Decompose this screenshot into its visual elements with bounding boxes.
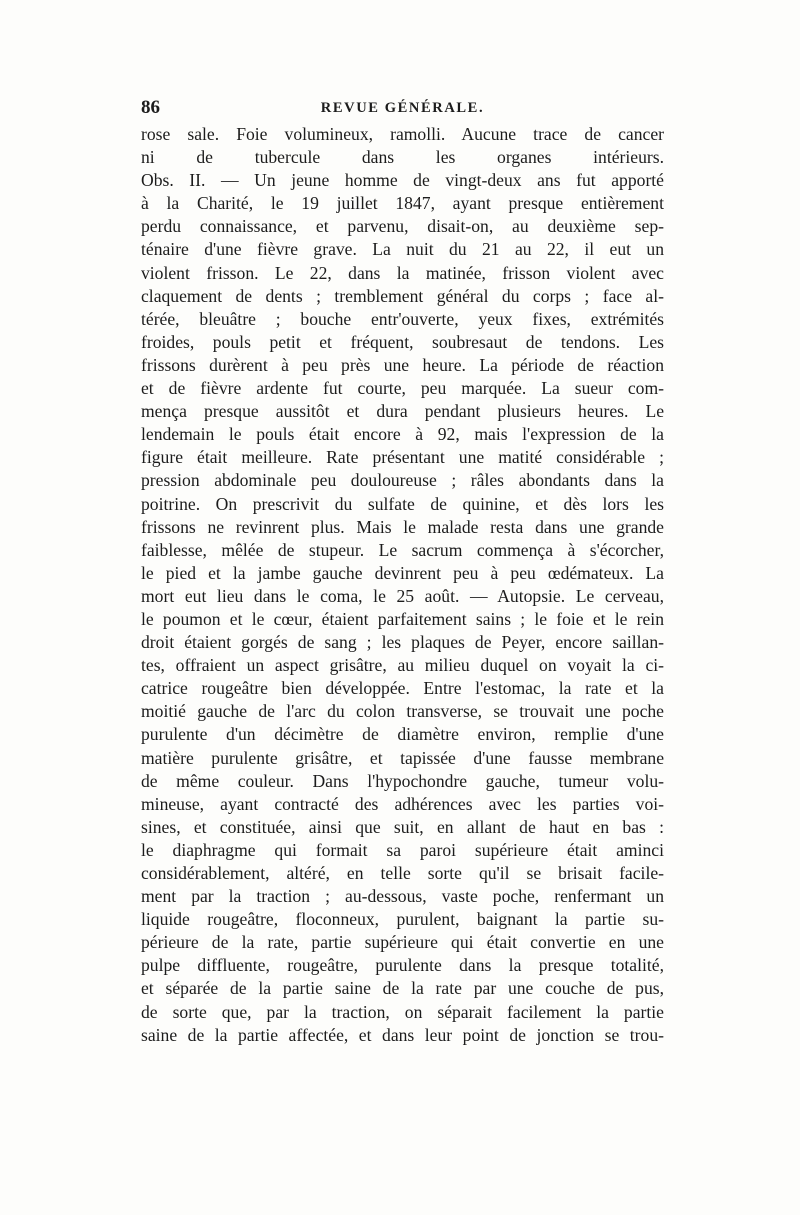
text-line: ni de tubercule dans les organes intérieurs. — [141, 147, 664, 168]
text-line: saine de la partie affectée, et dans leur point de jonction se trou- — [141, 1024, 664, 1045]
text-line: ment par la traction ; au-dessous, vaste poche, renfermant un — [141, 886, 664, 907]
text-line: périeure de la rate, partie supérieure qui était convertie en une — [141, 932, 664, 953]
text-line: le pied et la jambe gauche devinrent peu à peu œdémateux. La — [141, 562, 664, 583]
running-title: REVUE GÉNÉRALE. — [320, 100, 485, 116]
text-line: et séparée de la partie saine de la rate par une couche de pus, — [141, 978, 664, 999]
text-line: térée, bleuâtre ; bouche entr'ouverte, yeux fixes, extrémités — [141, 308, 664, 329]
text-line: mineuse, ayant contracté des adhérences avec les parties voi- — [141, 793, 664, 814]
text-line: claquement de dents ; tremblement général du corps ; face al- — [141, 285, 664, 306]
text-line: sines, et constituée, ainsi que suit, en allant de haut en bas : — [141, 816, 664, 837]
text-line: pression abdominale peu douloureuse ; râles abondants dans la — [141, 470, 664, 491]
text-line: le poumon et le cœur, étaient parfaitement sains ; le foie et le rein — [141, 608, 664, 629]
text-line: rose sale. Foie volumineux, ramolli. Aucune trace de cancer — [141, 124, 664, 144]
text-line: de même couleur. Dans l'hypochondre gauche, tumeur volu- — [141, 770, 664, 791]
text-line: poitrine. On prescrivit du sulfate de quinine, et dès lors les — [141, 493, 664, 514]
text-line: frissons durèrent à peu près une heure. La période de réaction — [141, 354, 664, 375]
text-line: liquide rougeâtre, floconneux, purulent, baignant la partie su- — [141, 909, 664, 930]
text-line: à la Charité, le 19 juillet 1847, ayant presque entièrement — [141, 193, 664, 214]
text-line: catrice rougeâtre bien développée. Entre l'estomac, la rate et la — [141, 678, 664, 699]
text-line: mença presque aussitôt et dura pendant plusieurs heures. Le — [141, 401, 664, 422]
text-line: de sorte que, par la traction, on séparait facilement la partie — [141, 1001, 664, 1022]
text-line: droit étaient gorgés de sang ; les plaques de Peyer, encore saillan- — [141, 632, 664, 653]
page-number: 86 — [141, 97, 160, 118]
text-line: considérablement, altéré, en telle sorte qu'il se brisait facile- — [141, 863, 664, 883]
text-line: moitié gauche de l'arc du colon transverse, se trouvait une poche — [141, 701, 664, 722]
text-line: Obs. II. — Un jeune homme de vingt-deux ans fut apporté — [141, 170, 664, 191]
text-line: frissons ne revinrent plus. Mais le malade resta dans une grande — [141, 516, 664, 537]
text-line: pulpe diffluente, rougeâtre, purulente dans la presque totalité, — [141, 955, 664, 976]
text-line: purulente d'un décimètre de diamètre environ, remplie d'une — [141, 724, 664, 745]
text-line: ténaire d'une fièvre grave. La nuit du 21 au 22, il eut un — [141, 239, 664, 260]
running-head — [141, 95, 664, 121]
text-line: tes, offraient un aspect grisâtre, au milieu duquel on voyait la ci- — [141, 655, 664, 676]
text-line: figure était meilleure. Rate présentant une matité considérable ; — [141, 447, 664, 468]
text-line: lendemain le pouls était encore à 92, mais l'expression de la — [141, 424, 664, 445]
text-line: matière purulente grisâtre, et tapissée d'une fausse membrane — [141, 747, 664, 768]
text-line: et de fièvre ardente fut courte, peu marquée. La sueur com- — [141, 378, 664, 399]
text-line: perdu connaissance, et parvenu, disait-on, au deuxième sep- — [141, 216, 664, 237]
body-text — [141, 123, 664, 1047]
text-line: violent frisson. Le 22, dans la matinée, frisson violent avec — [141, 262, 664, 283]
text-line: froides, pouls petit et fréquent, soubresaut de tendons. Les — [141, 331, 664, 352]
text-line: faiblesse, mêlée de stupeur. Le sacrum commença à s'écorcher, — [141, 539, 664, 560]
text-line: le diaphragme qui formait sa paroi supérieure était aminci — [141, 839, 664, 860]
text-line: mort eut lieu dans le coma, le 25 août. — Autopsie. Le cerveau, — [141, 585, 664, 606]
